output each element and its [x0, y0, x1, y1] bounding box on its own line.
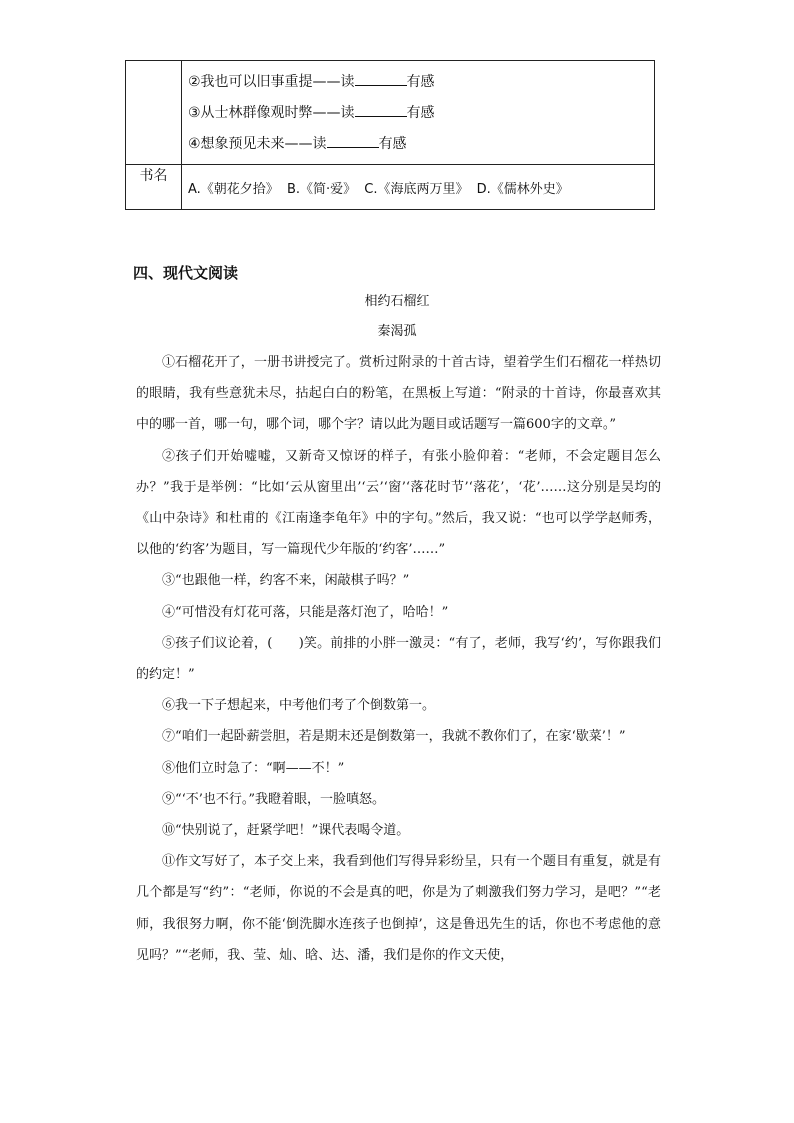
book-label: 书名 [126, 165, 182, 210]
option-text: ④想象预见未来——读 [188, 136, 327, 152]
empty-label-cell [126, 61, 182, 165]
option-item [188, 102, 654, 133]
book-option: D.《儒林外史》 [476, 181, 569, 197]
reading-table [125, 60, 655, 210]
article-title: 相约石榴红 [364, 294, 430, 309]
option-suffix: 有感 [406, 74, 435, 90]
paragraph: ①石榴花开了，一册书讲授完了。赏析过附录的十首古诗，望着学生们石榴花一样热切的眼睛，我有些意犹未尽，拈起白白的粉笔，在黑板上写道：“附录的十首诗，你最喜欢其中的哪一首，哪一句，哪个词，哪个字？请以此为题目或话题写一篇600字的文章。” [136, 355, 661, 433]
options-row [126, 61, 655, 165]
answer-blank [327, 133, 379, 148]
option-suffix: 有感 [406, 105, 435, 121]
option-item [188, 71, 654, 102]
book-option: B.《简·爱》 [286, 181, 357, 197]
answer-blank [355, 71, 407, 86]
option-item [188, 133, 654, 164]
book-option: A.《朝花夕拾》 [188, 181, 279, 197]
paragraph: ⑪作文写好了，本子交上来，我看到他们写得异彩纷呈，只有一个题目有重复，就是有几个都是写“约”：“老师，你说的不会是真的吧，你是为了刺激我们努力学习，是吧？”“老师，我很努力啊，你不能‘倒洗脚水连孩子也倒掉’，这是鲁迅先生的话，你也不考虑他的意见吗？”“老师，我、莹、灿、晗、达、潘，我们是你的作文天使， [136, 854, 661, 963]
paragraph: ⑤孩子们议论着，( )笑。前排的小胖一激灵：“有了，老师，我写‘约’，写你跟我们的约定！” [136, 635, 661, 683]
paragraph: ④“可惜没有灯花可落，只能是落灯泡了，哈哈！” [162, 604, 449, 620]
paragraph: ②孩子们开始嘘嘘，又新奇又惊讶的样子，有张小脸仰着：“老师，不会定题目怎么办？”我于是举例：“比如‘云从窗里出’‘云’‘窗’‘落花时节’‘落花’，‘花’……这分别是吴均的《山中杂诗》和杜甫的《江南逢李龟年》中的字句。”然后，我又说：“也可以学学赵师秀，以他的‘约客’为题目，写一篇现代少年版的‘约客’……” [136, 448, 661, 558]
paragraph: ③“也跟他一样，约客不来，闲敲棋子吗？” [162, 573, 410, 589]
books-row [126, 165, 655, 210]
books-cell [182, 165, 655, 210]
option-text: ③从士林群像观时弊——读 [188, 105, 355, 121]
paragraph: ⑧他们立时急了：“啊——不！” [162, 760, 345, 776]
article-body [136, 347, 661, 971]
paragraph: ⑦“咱们一起卧薪尝胆，若是期末还是倒数第一，我就不教你们了，在家‘歇菜’！” [162, 729, 626, 745]
paragraph: ⑥我一下子想起来，中考他们考了个倒数第一。 [162, 698, 436, 714]
option-suffix: 有感 [378, 136, 407, 152]
paragraph: ⑩“快别说了，赶紧学吧！”课代表喝令道。 [162, 823, 410, 839]
section-title: 四、现代文阅读 [133, 264, 239, 282]
option-text: ②我也可以旧事重提——读 [188, 74, 355, 90]
answer-blank [355, 102, 407, 117]
book-option: C.《海底两万里》 [364, 181, 469, 197]
paragraph: ⑨“‘不’也不行。”我瞪着眼，一脸嗔怒。 [162, 791, 386, 807]
options-cell [182, 61, 655, 165]
article-author: 秦渴孤 [377, 324, 417, 339]
